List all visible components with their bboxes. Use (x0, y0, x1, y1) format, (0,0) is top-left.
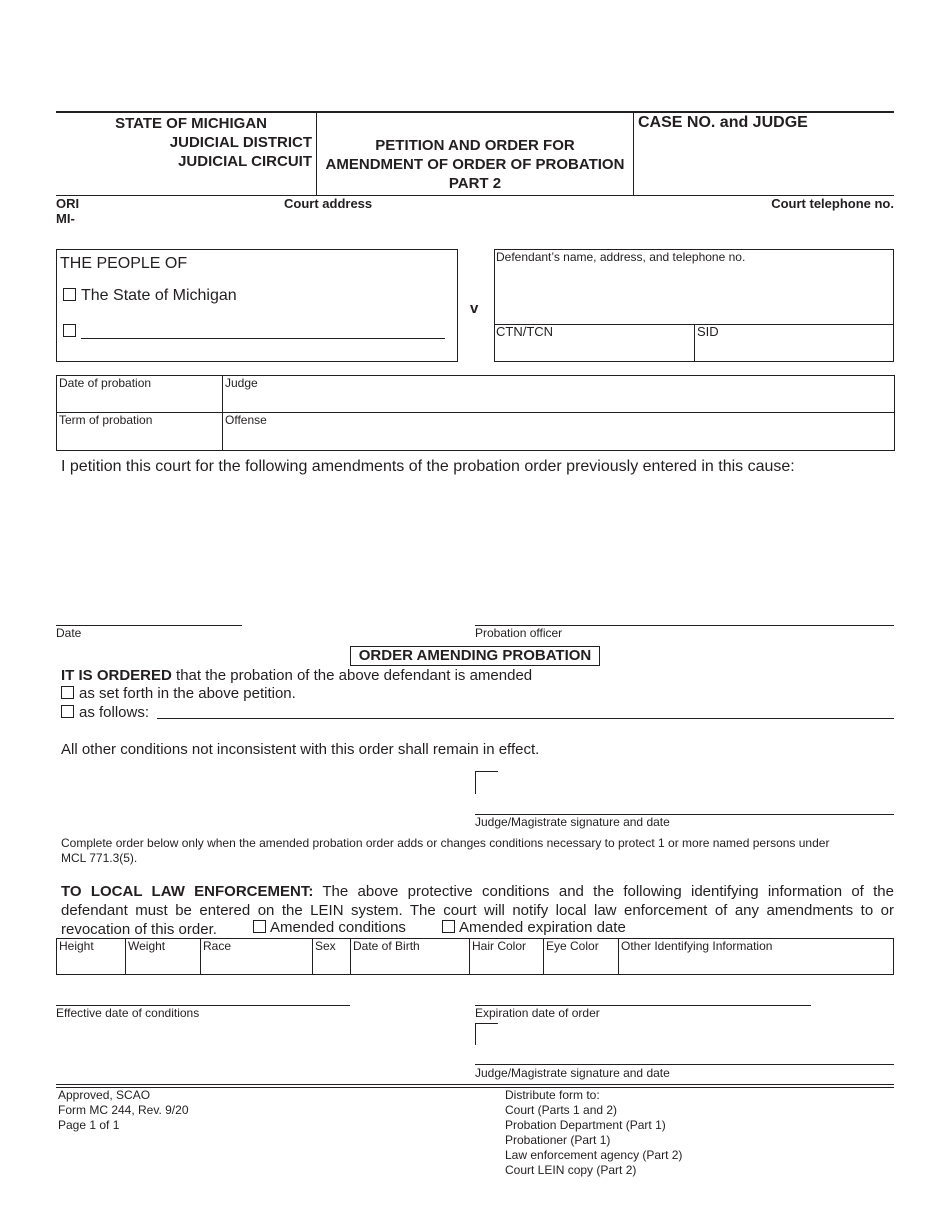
order-option-follows-label: as follows: (79, 704, 150, 721)
sid-label: SID (697, 324, 719, 339)
id-col-divider-2 (200, 938, 201, 975)
order-option-follows-checkbox[interactable] (61, 705, 74, 718)
petition-date-label: Date (56, 626, 82, 640)
col-sex: Sex (315, 939, 336, 953)
ori-label: ORI (56, 196, 80, 211)
order-heading: ORDER AMENDING PROBATION (350, 646, 600, 666)
expiration-date-label: Expiration date of order (475, 1006, 600, 1020)
id-col-divider-7 (618, 938, 619, 975)
col-eye-color: Eye Color (546, 939, 599, 953)
petition-statement: I petition this court for the following amendments of the probation order previously entered in this cause: (61, 458, 795, 475)
col-weight: Weight (128, 939, 166, 953)
id-col-divider-5 (469, 938, 470, 975)
probation-info-table (56, 375, 895, 451)
court-name-block (60, 114, 312, 171)
case-no-label: CASE NO. and JUDGE (638, 114, 808, 131)
seal-corner-mark (475, 771, 498, 794)
distribute-item: Court (Parts 1 and 2) (505, 1103, 618, 1117)
ctn-sid-divider (694, 324, 695, 362)
distribute-item: Probationer (Part 1) (505, 1133, 611, 1147)
it-is-ordered (61, 667, 532, 684)
petition-date-line[interactable] (56, 625, 242, 626)
amended-conditions-label: Amended conditions (270, 919, 406, 936)
law-enforcement-bold: TO LOCAL LAW ENFORCEMENT: (61, 883, 314, 900)
distribute-title: Distribute form to: (505, 1088, 600, 1102)
footer-form-info (58, 1088, 189, 1133)
footer-page: Page 1 of 1 (58, 1118, 120, 1132)
date-of-probation-label: Date of probation (59, 376, 152, 390)
it-is-ordered-rest: that the probation of the above defendant is amended (171, 667, 533, 684)
order-signature-label: Judge/Magistrate signature and date (475, 815, 670, 829)
other-people-line[interactable] (81, 338, 445, 339)
header-divider-right (633, 112, 634, 196)
protect-signature-label: Judge/Magistrate signature and date (475, 1066, 670, 1080)
probation-officer-label: Probation officer (475, 626, 563, 640)
seal-corner-mark-2 (475, 1023, 498, 1045)
people-of-label: THE PEOPLE OF (60, 255, 188, 272)
form-title-line-2: AMENDMENT OF ORDER OF PROBATION (325, 156, 625, 173)
it-is-ordered-bold: IT IS ORDERED (61, 667, 172, 684)
protect-note-line-2: MCL 771.3(5). (61, 851, 138, 865)
header-bottom-rule (56, 195, 894, 196)
order-option-petition-checkbox[interactable] (61, 686, 74, 699)
defendant-label: Defendant’s name, address, and telephone no. (496, 250, 746, 264)
other-people-checkbox[interactable] (63, 324, 76, 337)
court-line-district: JUDICIAL DISTRICT (169, 134, 312, 151)
ctn-label: CTN/TCN (496, 324, 554, 339)
distribute-item: Probation Department (Part 1) (505, 1118, 666, 1132)
col-date-of-birth: Date of Birth (353, 939, 420, 953)
distribute-item: Court LEIN copy (Part 2) (505, 1163, 637, 1177)
probation-info-col-divider (222, 375, 223, 451)
col-race: Race (203, 939, 232, 953)
law-enforcement-line-1-rest: The above protective conditions and the following identifying information of the (313, 883, 894, 900)
id-col-divider-3 (312, 938, 313, 975)
law-enforcement-line-3: revocation of this order. (61, 921, 217, 938)
footer-form-number: Form MC 244, Rev. 9/20 (58, 1103, 189, 1117)
protect-note (61, 836, 829, 866)
order-follows-line[interactable] (157, 718, 894, 719)
mi-label: MI- (56, 211, 75, 226)
judge-label: Judge (225, 376, 258, 390)
court-line-circuit: JUDICIAL CIRCUIT (178, 153, 312, 170)
court-address-label: Court address (284, 196, 373, 211)
form-title-line-1: PETITION AND ORDER FOR (375, 137, 575, 154)
form-title-line-3: PART 2 (448, 175, 502, 192)
col-other-info: Other Identifying Information (621, 939, 773, 953)
protect-note-line-1: Complete order below only when the amended probation order adds or changes conditions necessary to protect 1 or more named persons under (61, 836, 830, 850)
header-top-rule (56, 111, 894, 113)
col-hair-color: Hair Color (472, 939, 527, 953)
amended-expiration-checkbox[interactable] (442, 920, 455, 933)
probation-info-row-divider (56, 412, 895, 413)
footer-approved: Approved, SCAO (58, 1088, 151, 1102)
col-height: Height (59, 939, 94, 953)
id-col-divider-6 (543, 938, 544, 975)
order-option-petition-label: as set forth in the above petition. (79, 685, 296, 702)
state-of-michigan-checkbox[interactable] (63, 288, 76, 301)
other-conditions-text: All other conditions not inconsistent with this order shall remain in effect. (61, 741, 540, 758)
amended-conditions-checkbox[interactable] (253, 920, 266, 933)
amended-expiration-label: Amended expiration date (459, 919, 626, 936)
court-line-state: STATE OF MICHIGAN (115, 115, 267, 132)
law-enforcement-line-1 (61, 882, 894, 901)
state-of-michigan-label: The State of Michigan (81, 287, 237, 304)
footer-rule-1 (56, 1084, 894, 1085)
id-col-divider-1 (125, 938, 126, 975)
distribution-list (505, 1088, 682, 1178)
effective-date-label: Effective date of conditions (56, 1006, 200, 1020)
distribute-item: Law enforcement agency (Part 2) (505, 1148, 683, 1162)
term-of-probation-label: Term of probation (59, 413, 153, 427)
protect-signature-line[interactable] (475, 1064, 894, 1065)
versus-label: v (470, 300, 479, 317)
form-title (317, 136, 633, 193)
id-col-divider-4 (350, 938, 351, 975)
offense-label: Offense (225, 413, 267, 427)
court-phone-label: Court telephone no. (771, 196, 894, 211)
law-enforcement-line-2: defendant must be entered on the LEIN system. The court will notify local law enforcement of any amendments to or (61, 902, 894, 919)
